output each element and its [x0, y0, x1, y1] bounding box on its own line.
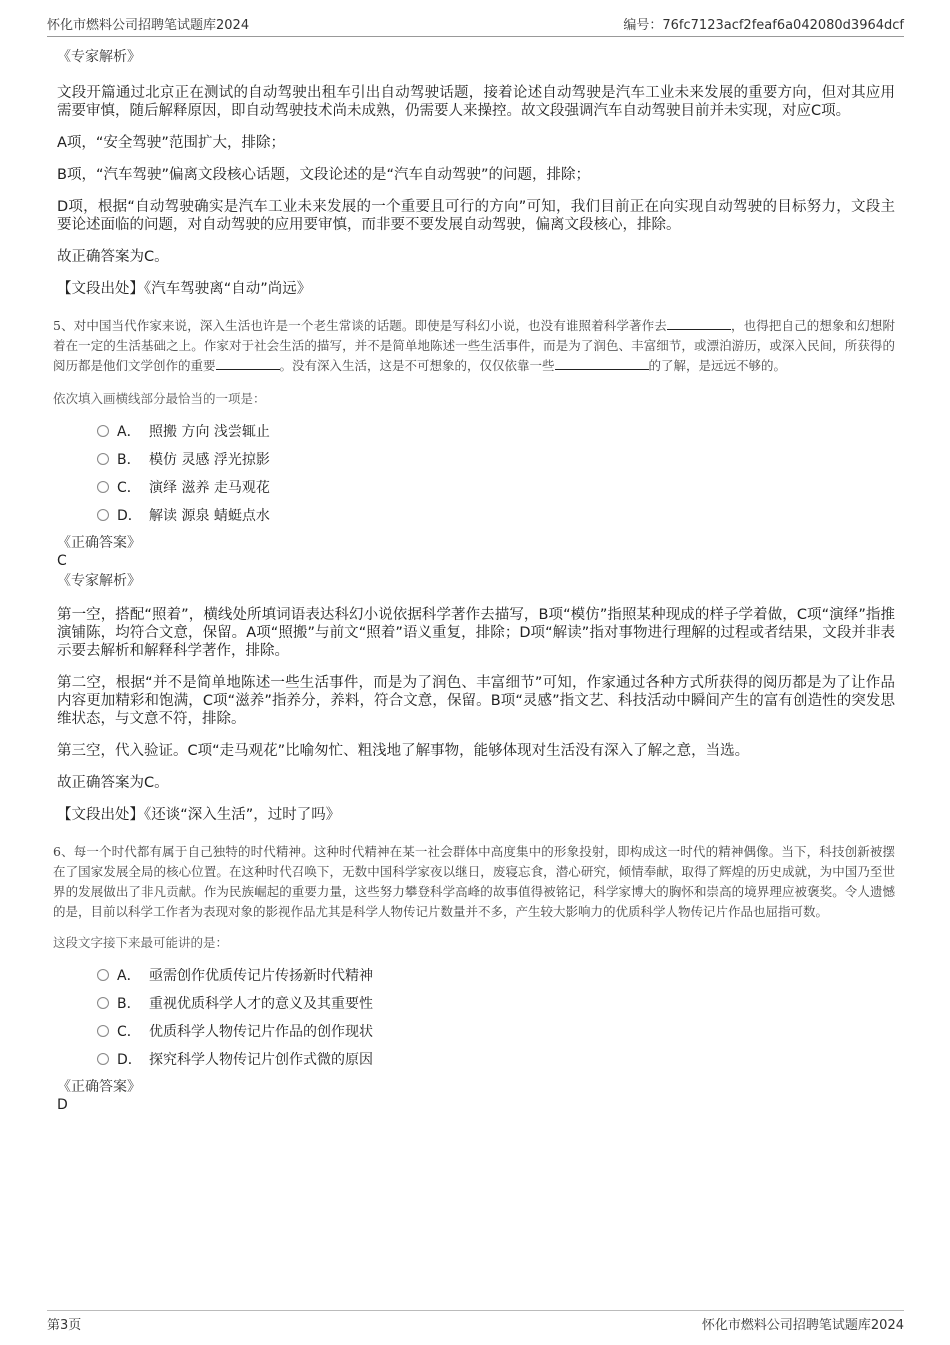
document-code: 编号：76fc7123acf2feaf6a042080d3964dcf: [623, 18, 904, 33]
option-text: 亟需创作优质传记片传扬新时代精神: [149, 968, 373, 984]
option-c[interactable]: [97, 1018, 895, 1046]
option-letter: A．: [117, 424, 141, 440]
radio-button-icon[interactable]: [97, 969, 109, 981]
page-number: 第3页: [47, 1318, 82, 1333]
option-letter: B．: [117, 996, 141, 1012]
question-text: 6、每一个时代都有属于自己独特的时代精神。这种时代精神在某一社会群体中高度集中的形象投射，即构成这一时代的精神偶像。当下，科技创新被摆在了国家发展全局的核心位置。在这种时代召唤下，无数中国科学家夜以继日，废寝忘食，潜心研究，倾情奉献，取得了辉煌的历史成就，为中国乃至世界的发展做出了非凡贡献。作为民族崛起的重要力量，这些努力攀登科学高峰的故事值得被铭记，科学家博大的胸怀和崇高的境界理应被褒奖。令人遗憾的是，目前以科学工作者为表现对象的影视作品尤其是科学人物传记片数量并不多，产生较大影响力的优质科学人物传记片作品也屈指可数。: [53, 844, 895, 919]
radio-button-icon[interactable]: [97, 509, 109, 521]
analysis-conclusion: 故正确答案为C。: [57, 249, 169, 265]
option-text: 照搬 方向 浅尝辄止: [149, 424, 270, 440]
option-b[interactable]: [97, 446, 895, 474]
correct-answer: C: [57, 553, 67, 569]
option-letter: C．: [117, 480, 141, 496]
fill-blank: [667, 317, 731, 330]
option-a[interactable]: [97, 418, 895, 446]
option-text: 探究科学人物传记片创作式微的原因: [149, 1052, 373, 1068]
page-footer: [47, 1310, 904, 1333]
question-text-part: 5、对中国当代作家来说，深入生活也许是一个老生常谈的话题。即使是写科幻小说，也没有谁照着科学著作去: [53, 318, 667, 333]
option-text: 解读 源泉 蜻蜓点水: [149, 508, 270, 524]
question-6: [53, 842, 895, 1114]
option-letter: B．: [117, 452, 141, 468]
option-text: 模仿 灵感 浮光掠影: [149, 452, 270, 468]
question-text-part: 的了解，是远远不够的。: [648, 358, 787, 373]
fill-blank: [216, 357, 280, 370]
option-d[interactable]: [97, 1046, 895, 1074]
radio-button-icon[interactable]: [97, 1025, 109, 1037]
question-text-part: 。没有深入生活，这是不可想象的，仅仅依靠一些: [279, 358, 555, 373]
analysis-paragraph: B项，“汽车驾驶”偏离文段核心话题，文段论述的是“汽车自动驾驶”的问题，排除；: [57, 167, 590, 183]
page-header: [47, 14, 904, 37]
question-prompt: 依次填入画横线部分最恰当的一项是：: [53, 391, 266, 406]
option-text: 重视优质科学人才的意义及其重要性: [149, 996, 373, 1012]
question-prompt: 这段文字接下来最可能讲的是：: [53, 935, 229, 950]
source-citation: 【文段出处】《汽车驾驶离“自动”尚远》: [57, 281, 312, 297]
option-list: [97, 962, 895, 1074]
option-b[interactable]: [97, 990, 895, 1018]
analysis-conclusion: 故正确答案为C。: [57, 775, 169, 791]
source-citation: 【文段出处】《还谈“深入生活”，过时了吗》: [57, 807, 341, 823]
question-text-part: ，也得把自己的想象和幻想附着在一定的生活基础之上。作家对于社会生活的描写，并不是简单地陈述一些生活事件，而是为了润色、丰富细节，或漂泊游历，或深入民间，所获得的阅历都是他们文学创作的重要: [53, 318, 895, 373]
option-letter: C．: [117, 1024, 141, 1040]
analysis-paragraph: D项，根据“自动驾驶确实是汽车工业未来发展的一个重要且可行的方向”可知，我们目前正在向实现自动驾驶的目标努力，文段主要论述面临的问题，对自动驾驶的应用要审慎，而非要不要发展自动驾驶，偏离文段核心，排除。: [57, 199, 895, 233]
analysis-paragraph: 文段开篇通过北京正在测试的自动驾驶出租车引出自动驾驶话题，接着论述自动驾驶是汽车工业未来发展的重要方向，但对其应用需要审慎，随后解释原因，即自动驾驶技术尚未成熟，仍需要人来操控。故文段强调汽车自动驾驶目前并未实现，对应C项。: [57, 85, 895, 119]
radio-button-icon[interactable]: [97, 481, 109, 493]
analysis-paragraph: 第二空，根据“并不是简单地陈述一些生活事件，而是为了润色、丰富细节”可知，作家通过各种方式所获得的阅历都是为了让作品内容更加精彩和饱满，C项“滋养”指养分，养料，符合文意，保留。B项“灵感”指文艺、科技活动中瞬间产生的富有创造性的突发思维状态，与文意不符，排除。: [57, 675, 895, 727]
page-content: [53, 44, 895, 1114]
option-letter: D．: [117, 1052, 142, 1068]
question-text: [53, 316, 895, 376]
option-text: 演绎 滋养 走马观花: [149, 480, 270, 496]
footer-title: 怀化市燃料公司招聘笔试题库2024: [701, 1318, 904, 1333]
analysis-paragraph: 第三空，代入验证。C项“走马观花”比喻匆忙、粗浅地了解事物，能够体现对生活没有深入了解之意，当选。: [57, 743, 750, 759]
radio-button-icon[interactable]: [97, 453, 109, 465]
correct-answer-label: 《正确答案》: [57, 535, 141, 551]
option-a[interactable]: [97, 962, 895, 990]
correct-answer-label: 《正确答案》: [57, 1079, 141, 1095]
radio-button-icon[interactable]: [97, 997, 109, 1009]
option-c[interactable]: [97, 474, 895, 502]
analysis-paragraph: 第一空，搭配“照着”，横线处所填词语表达科幻小说依据科学著作去描写，B项“模仿”指照某种现成的样子学着做，C项“演绎”指推演铺陈，均符合文意，保留。A项“照搬”与前文“照着”语义重复，排除；D项“解读”指对事物进行理解的过程或者结果，文段并非表示要去解析和解释科学著作，排除。: [57, 607, 895, 659]
expert-analysis-label: 《专家解析》: [57, 49, 141, 65]
question-5: [53, 316, 895, 824]
option-d[interactable]: [97, 502, 895, 530]
correct-answer: D: [57, 1097, 68, 1113]
option-letter: D．: [117, 508, 142, 524]
option-text: 优质科学人物传记片作品的创作现状: [149, 1024, 373, 1040]
expert-analysis-label: 《专家解析》: [57, 573, 141, 589]
option-list: [97, 418, 895, 530]
fill-blank: [555, 357, 649, 370]
radio-button-icon[interactable]: [97, 425, 109, 437]
header-title: 怀化市燃料公司招聘笔试题库2024: [47, 18, 250, 33]
radio-button-icon[interactable]: [97, 1053, 109, 1065]
option-letter: A．: [117, 968, 141, 984]
analysis-paragraph: A项，“安全驾驶”范围扩大，排除；: [57, 135, 285, 151]
